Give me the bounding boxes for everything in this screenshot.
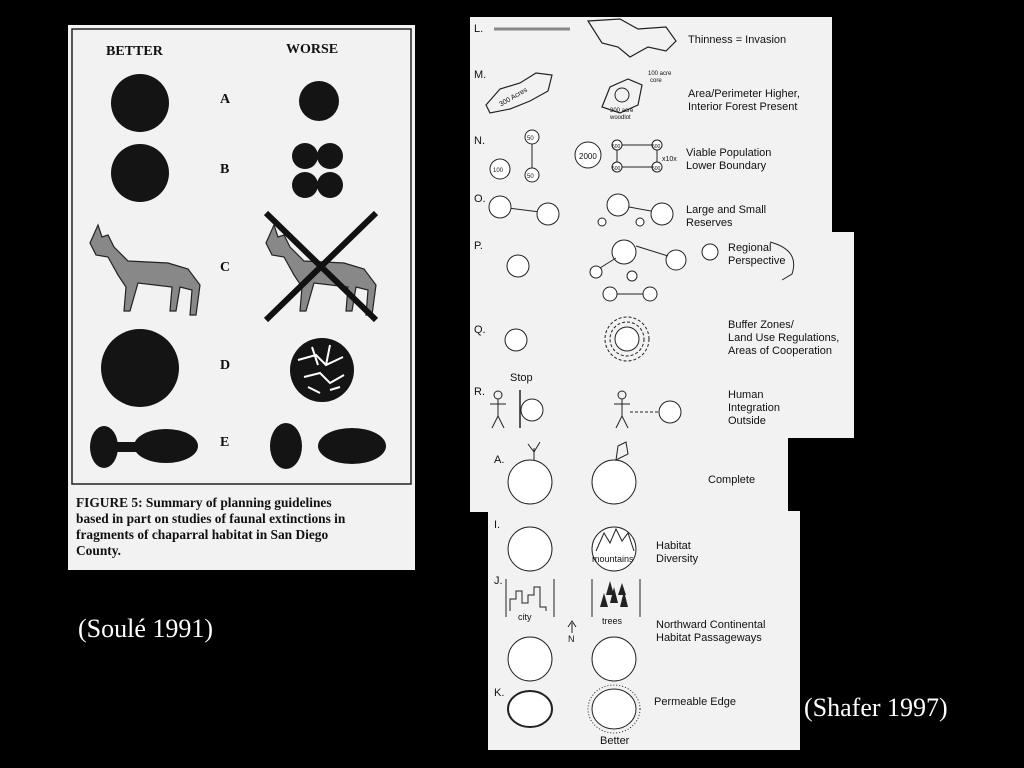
better-label: Better (600, 735, 630, 747)
core-area-label: 100 acre (648, 71, 672, 77)
population-500-label: 500 (612, 144, 621, 150)
city-label: city (518, 612, 532, 622)
soule-citation: (Soulé 1991) (78, 614, 214, 643)
row-label-r-3: Outside (728, 415, 766, 427)
row-letter-a: A. (494, 454, 505, 466)
row-letter-o: O. (474, 193, 486, 205)
coyote-better-icon (90, 225, 200, 315)
row-label-q-1: Buffer Zones/ (728, 319, 794, 331)
shafer-panel-complete (470, 438, 788, 512)
core-label: core (650, 78, 662, 84)
row-letter-q: Q. (474, 324, 486, 336)
population-50-label: 50 (527, 174, 534, 180)
shafer-panel-bottom (488, 511, 800, 750)
row-label-n-1: Viable Population (686, 147, 772, 159)
row-label-p-1: Regional (728, 242, 772, 254)
row-label-i-2: Diversity (656, 553, 699, 565)
stick-figure-icon (490, 391, 506, 428)
soule-diagram (68, 25, 415, 570)
stick-figure-icon (614, 391, 630, 428)
row-label-a: A (220, 92, 231, 107)
row-label-o-1: Large and Small (686, 204, 767, 216)
city-skyline-icon (510, 587, 546, 611)
thin-reserve-shape (588, 19, 676, 57)
population-50-label: 50 (527, 136, 534, 142)
row-letter-l: L. (474, 23, 484, 35)
trees-icon (600, 581, 628, 607)
row-label-e: E (220, 435, 230, 450)
trees-label: trees (602, 616, 623, 626)
row-label-j-1: Northward Continental (656, 619, 766, 631)
row-label-o-2: Reserves (686, 217, 733, 229)
row-label-d: D (220, 358, 231, 373)
population-500-label: 500 (652, 144, 661, 150)
row-label-r-1: Human (728, 389, 764, 401)
row-label-c: C (220, 260, 231, 275)
row-label-q-2: Land Use Regulations, (728, 332, 840, 344)
fragmented-habitat (290, 338, 354, 402)
plant-icon (528, 442, 540, 460)
woodlot-area-label: 300 acre (610, 108, 634, 114)
row-label-m-2: Interior Forest Present (688, 101, 798, 113)
row-letter-i: I. (494, 519, 501, 531)
figure-caption-line-1: FIGURE 5: Summary of planning guidelines (76, 495, 332, 510)
row-label-j-2: Habitat Passageways (656, 632, 762, 644)
row-letter-n: N. (474, 135, 485, 147)
population-500-label: 500 (612, 166, 621, 172)
row-label-k: Permeable Edge (654, 696, 736, 708)
leaf-icon (616, 442, 628, 460)
figure-caption-line-4: County. (76, 543, 122, 558)
north-arrow-icon (568, 621, 576, 633)
row-letter-k: K. (494, 687, 505, 699)
shafer-top-diagram (470, 17, 832, 235)
row-label-complete: Complete (708, 474, 756, 486)
row-label-i-1: Habitat (656, 540, 691, 552)
row-label-n-2: Lower Boundary (686, 160, 767, 172)
row-letter-p: P. (474, 240, 483, 252)
row-label-b: B (220, 162, 230, 177)
woodlot-label: woodlot (610, 115, 631, 121)
population-2000-label: 2000 (579, 152, 597, 161)
north-label: N (568, 634, 575, 644)
figure-caption-line-2: based in part on studies of faunal extinctions in (76, 511, 346, 526)
row-letter-r: R. (474, 386, 485, 398)
soule-figure (68, 25, 415, 570)
row-label-m-1: Area/Perimeter Higher, (688, 88, 800, 100)
row-label-p-2: Perspective (728, 255, 786, 267)
stop-label: Stop (510, 372, 533, 384)
figure-caption-line-3: fragments of chaparral habitat in San Diego (76, 527, 329, 542)
population-500-label: 500 (652, 166, 661, 172)
mountains-label: mountains (592, 554, 634, 564)
row-label-r-2: Integration (728, 402, 780, 414)
population-100-label: 100 (493, 168, 504, 174)
shafer-citation: (Shafer 1997) (804, 693, 948, 722)
better-header: BETTER (106, 44, 163, 59)
row-letter-m: M. (474, 69, 487, 81)
shafer-panel-top (470, 17, 832, 235)
worse-header: WORSE (286, 42, 339, 57)
row-letter-j: J. (494, 575, 503, 587)
row-label-q-3: Areas of Cooperation (728, 345, 832, 357)
area-300-acres-label: 300 Acres (498, 86, 529, 109)
multiplier-label: x10x (662, 156, 677, 163)
shafer-panel-middle (470, 232, 854, 438)
row-label-l: Thinness = Invasion (688, 34, 787, 46)
